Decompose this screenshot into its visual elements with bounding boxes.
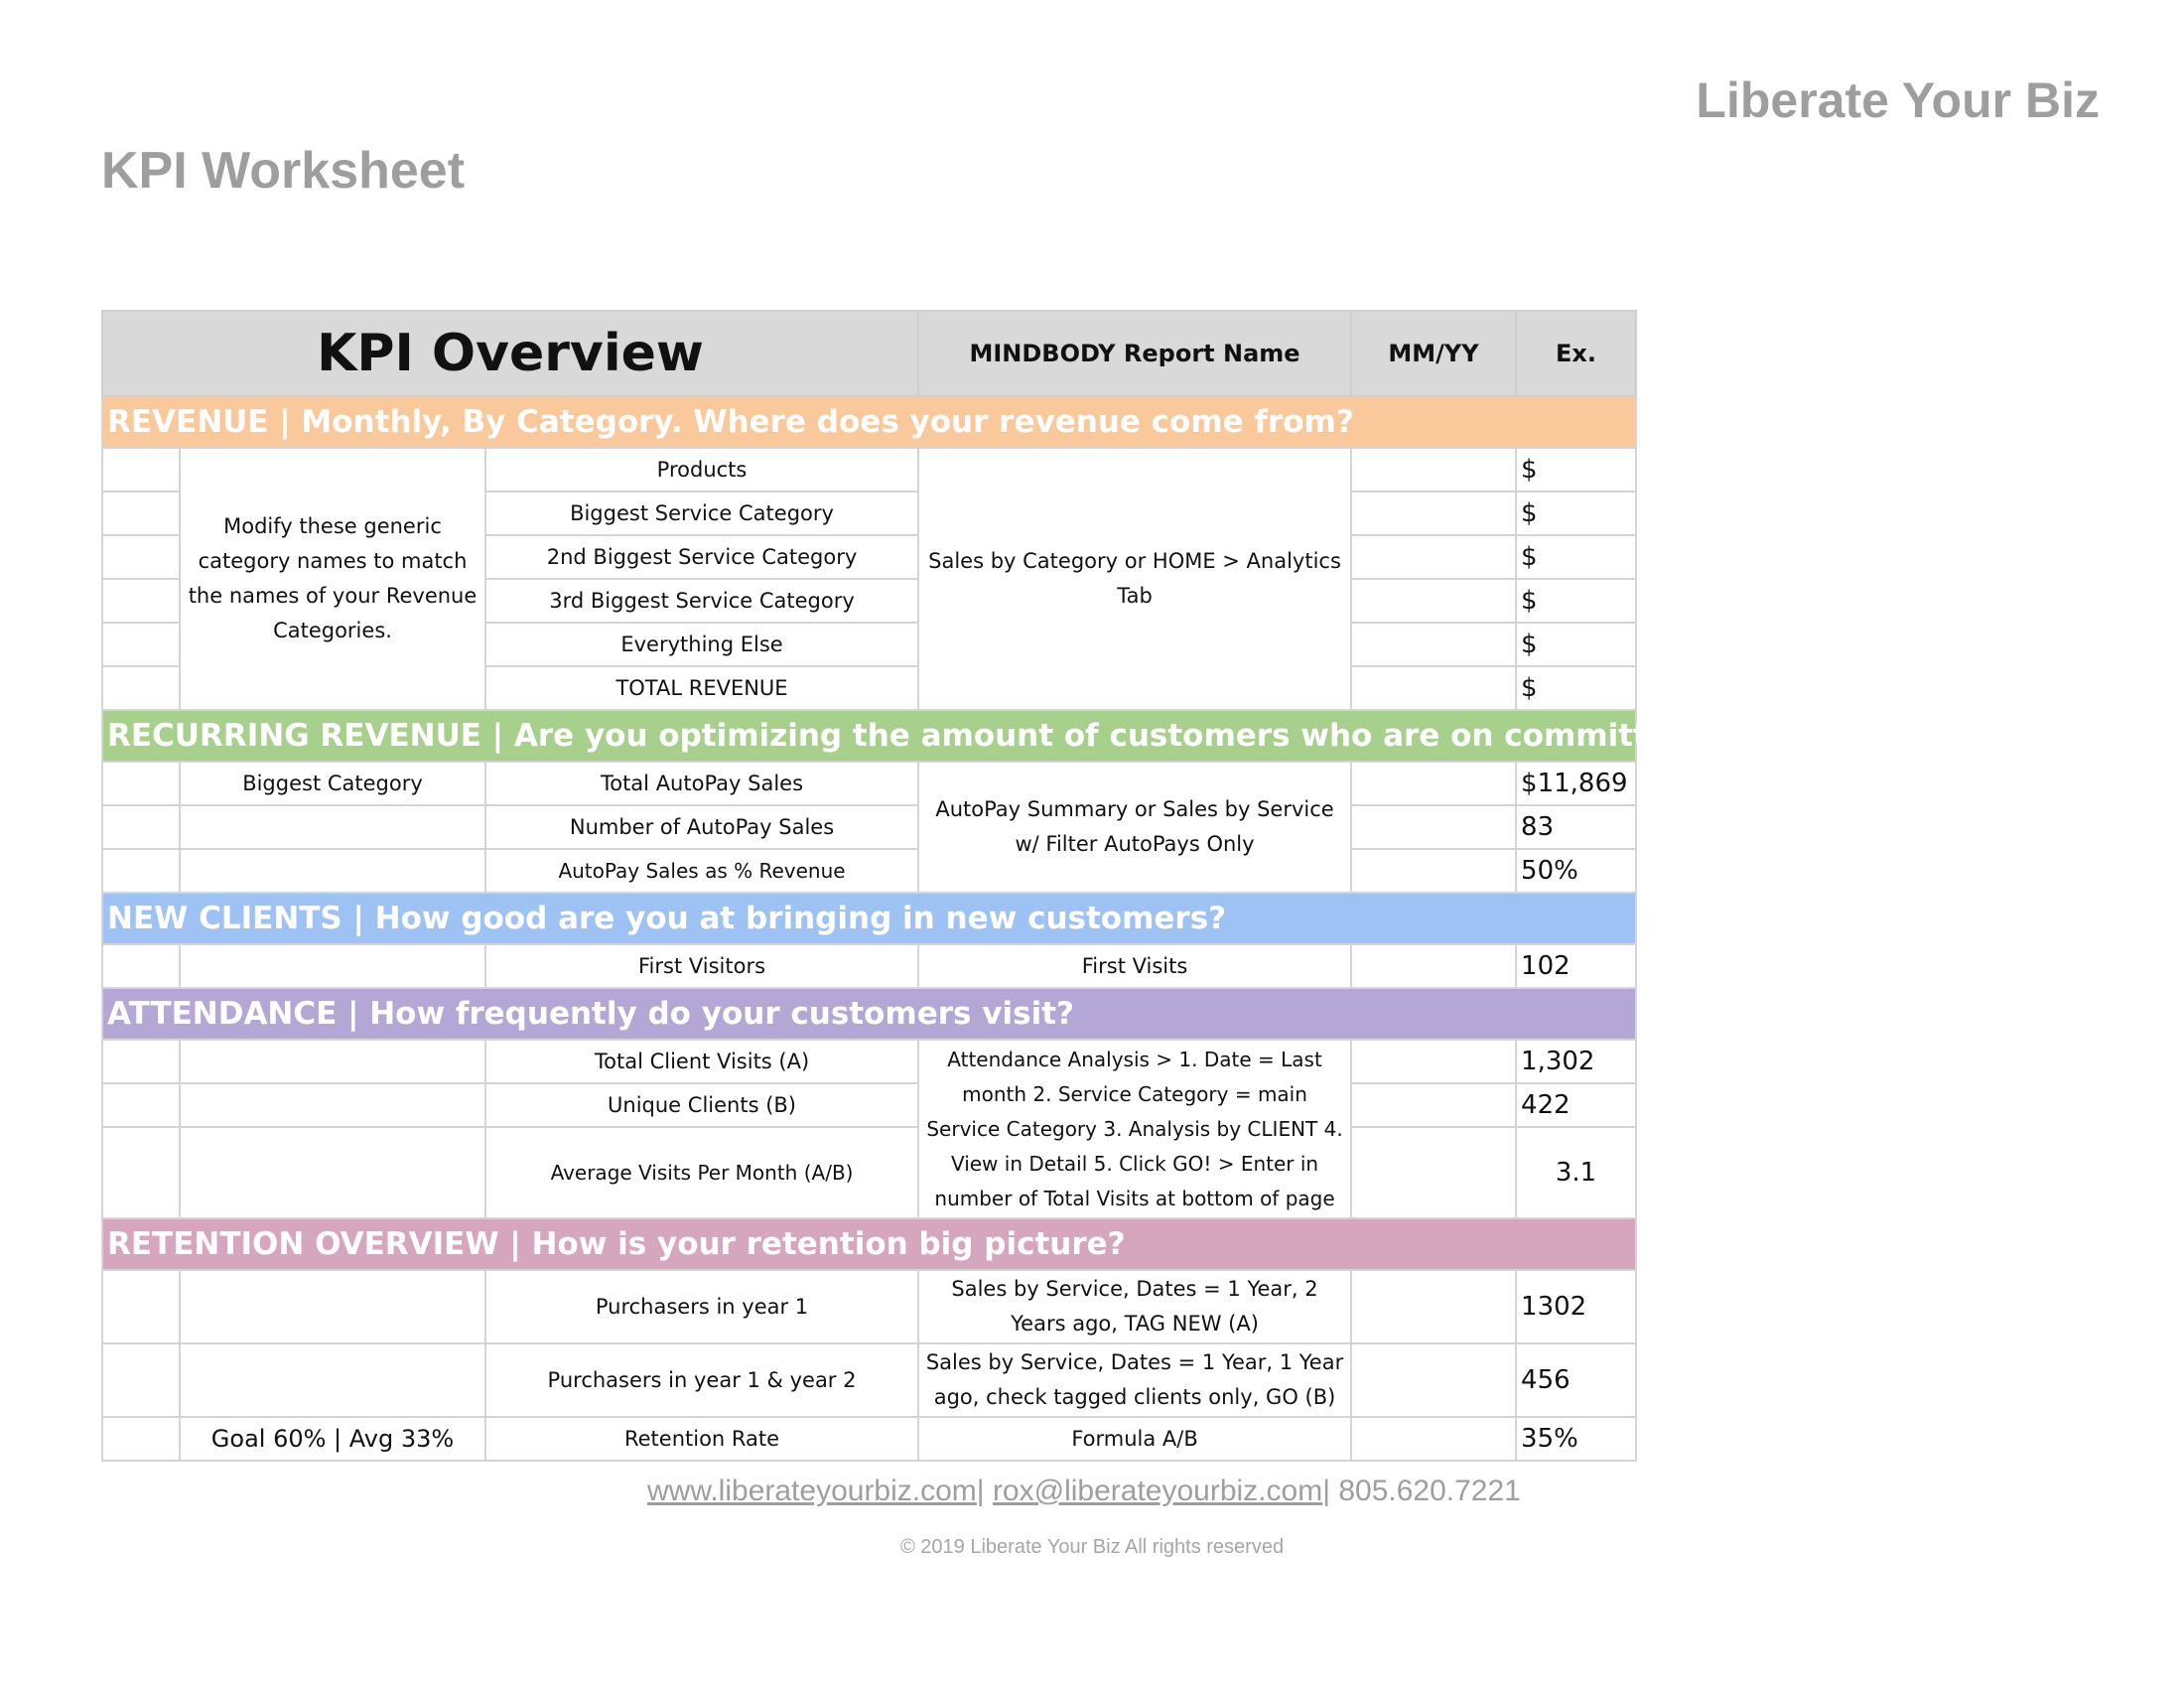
category-cell — [180, 1343, 485, 1417]
row-label: Purchasers in year 1 — [485, 1270, 918, 1343]
mmyy-cell[interactable] — [1351, 448, 1516, 492]
mmyy-cell[interactable] — [1351, 1040, 1516, 1083]
row-label: Unique Clients (B) — [485, 1083, 918, 1127]
report-name-cell: AutoPay Summary or Sales by Service w/ Filter AutoPays Only — [918, 762, 1351, 893]
ex-value: 102 — [1516, 944, 1636, 988]
mmyy-cell[interactable] — [1351, 1083, 1516, 1127]
ex-value: $ — [1516, 448, 1636, 492]
ex-value: 1302 — [1516, 1270, 1636, 1343]
mmyy-cell[interactable] — [1351, 1127, 1516, 1218]
brand-name: Liberate Your Biz — [1696, 72, 2100, 128]
table-row — [102, 849, 1636, 893]
mmyy-header: MM/YY — [1351, 311, 1516, 396]
report-name-cell: Formula A/B — [918, 1417, 1351, 1461]
table-row — [102, 805, 1636, 849]
mmyy-cell[interactable] — [1351, 849, 1516, 893]
page-title: KPI Worksheet — [101, 142, 466, 200]
table-row — [102, 944, 1636, 988]
ex-value: $ — [1516, 492, 1636, 535]
row-label: 2nd Biggest Service Category — [485, 535, 918, 579]
ex-value: 35% — [1516, 1417, 1636, 1461]
row-label: Products — [485, 448, 918, 492]
report-name-cell: Attendance Analysis > 1. Date = Last month 2. Service Category = main Service Category 3. Analysis by CLIENT 4. View in Detail 5. Click GO! > Enter in number of Total Visits at bottom of page — [918, 1040, 1351, 1218]
row-label: Total AutoPay Sales — [485, 762, 918, 805]
table-row — [102, 1270, 1636, 1343]
separator: | — [1322, 1475, 1330, 1507]
mmyy-cell[interactable] — [1351, 623, 1516, 666]
mmyy-cell[interactable] — [1351, 535, 1516, 579]
section-retention-header — [102, 1218, 1636, 1270]
section-title: RECURRING REVENUE | Are you optimizing the amount of customers who are on committed options? — [102, 710, 1636, 762]
ex-header: Ex. — [1516, 311, 1636, 396]
mmyy-cell[interactable] — [1351, 1417, 1516, 1461]
ex-value: $ — [1516, 666, 1636, 710]
section-revenue-header — [102, 396, 1636, 448]
row-label: Everything Else — [485, 623, 918, 666]
row-label: Total Client Visits (A) — [485, 1040, 918, 1083]
ex-value: $ — [1516, 623, 1636, 666]
mmyy-cell[interactable] — [1351, 944, 1516, 988]
ex-value: $11,869 — [1516, 762, 1636, 805]
section-title: NEW CLIENTS | How good are you at bringing in new customers? — [102, 893, 1636, 944]
row-label: First Visitors — [485, 944, 918, 988]
ex-value: 1,302 — [1516, 1040, 1636, 1083]
category-cell — [180, 1270, 485, 1343]
row-label: Average Visits Per Month (A/B) — [485, 1127, 918, 1218]
mmyy-cell[interactable] — [1351, 579, 1516, 623]
row-label: Retention Rate — [485, 1417, 918, 1461]
copyright-text: © 2019 Liberate Your Biz All rights reserved — [900, 1536, 1285, 1558]
kpi-overview-heading: KPI Overview — [102, 311, 918, 396]
report-name-header: MINDBODY Report Name — [918, 311, 1351, 396]
mmyy-cell[interactable] — [1351, 1343, 1516, 1417]
report-name-cell: Sales by Category or HOME > Analytics Tab — [918, 448, 1351, 710]
report-name-cell: First Visits — [918, 944, 1351, 988]
section-title: REVENUE | Monthly, By Category. Where does your revenue come from? — [102, 396, 1636, 448]
ex-value: 50% — [1516, 849, 1636, 893]
category-cell: Goal 60% | Avg 33% — [180, 1417, 485, 1461]
ex-value: $ — [1516, 579, 1636, 623]
mmyy-cell[interactable] — [1351, 1270, 1516, 1343]
mmyy-cell[interactable] — [1351, 805, 1516, 849]
ex-value: $ — [1516, 535, 1636, 579]
section-title: RETENTION OVERVIEW | How is your retention big picture? — [102, 1218, 1636, 1270]
row-label: TOTAL REVENUE — [485, 666, 918, 710]
row-label: Number of AutoPay Sales — [485, 805, 918, 849]
table-row — [102, 1343, 1636, 1417]
ex-value: 422 — [1516, 1083, 1636, 1127]
table-row — [102, 762, 1636, 805]
row-label: 3rd Biggest Service Category — [485, 579, 918, 623]
ex-value: 3.1 — [1516, 1127, 1636, 1218]
mmyy-cell[interactable] — [1351, 492, 1516, 535]
phone-number: 805.620.7221 — [1338, 1475, 1521, 1507]
website-link[interactable]: www.liberateyourbiz.com — [647, 1475, 977, 1507]
mmyy-cell[interactable] — [1351, 666, 1516, 710]
ex-value: 456 — [1516, 1343, 1636, 1417]
email-link[interactable]: rox@liberateyourbiz.com — [992, 1475, 1323, 1507]
section-title: ATTENDANCE | How frequently do your customers visit? — [102, 988, 1636, 1040]
section-new-clients-header — [102, 893, 1636, 944]
mmyy-cell[interactable] — [1351, 762, 1516, 805]
table-row — [102, 1127, 1636, 1218]
revenue-note: Modify these generic category names to match the names of your Revenue Categories. — [180, 448, 485, 710]
kpi-table — [101, 310, 1849, 1462]
table-row — [102, 448, 1636, 492]
category-cell: Biggest Category — [180, 762, 485, 805]
table-row — [102, 1040, 1636, 1083]
separator: | — [976, 1475, 985, 1507]
ex-value: 83 — [1516, 805, 1636, 849]
row-label: Biggest Service Category — [485, 492, 918, 535]
section-recurring-header — [102, 710, 1636, 762]
row-label: AutoPay Sales as % Revenue — [485, 849, 918, 893]
table-row — [102, 1083, 1636, 1127]
table-header-row — [102, 311, 1636, 396]
row-label: Purchasers in year 1 & year 2 — [485, 1343, 918, 1417]
report-name-cell: Sales by Service, Dates = 1 Year, 2 Years ago, TAG NEW (A) — [918, 1270, 1351, 1343]
table-row — [102, 1417, 1636, 1461]
report-name-cell: Sales by Service, Dates = 1 Year, 1 Year ago, check tagged clients only, GO (B) — [918, 1343, 1351, 1417]
section-attendance-header — [102, 988, 1636, 1040]
